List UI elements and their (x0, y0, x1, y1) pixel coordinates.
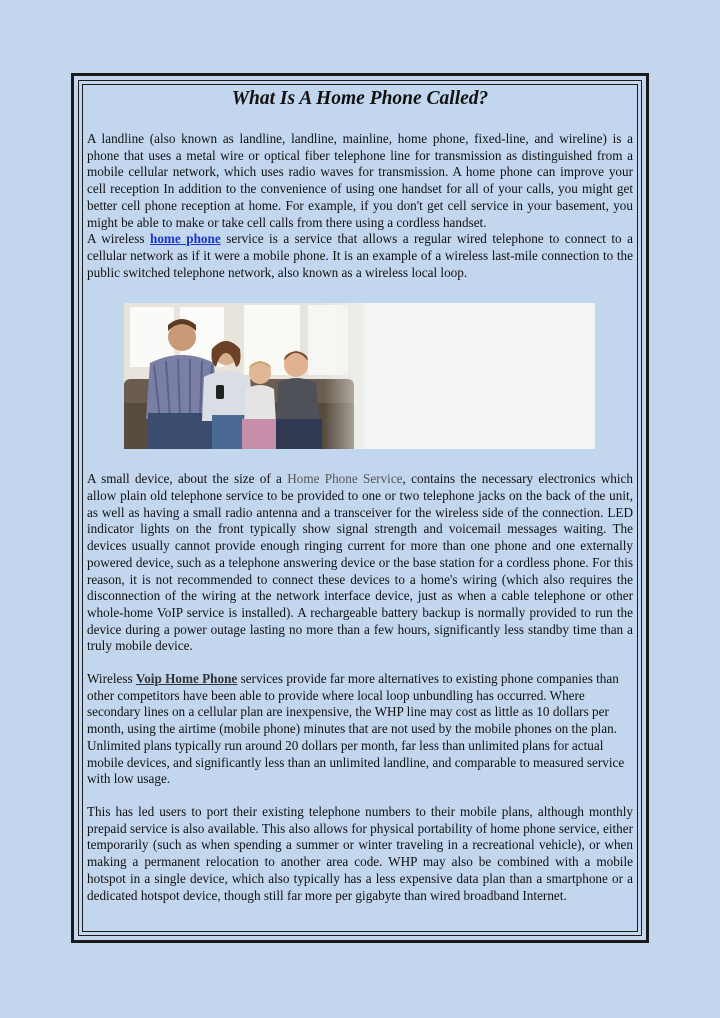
spacer (87, 788, 633, 804)
paragraph-landline: A landline (also known as landline, landline, mainline, home phone, fixed-line, and wireline) is a phone that uses a metal wire or optical fiber telephone line for transmission as distinguished from a mobile cellular network, which uses radio waves for transmission. A home phone can improve your cell reception In addition to the convenience of using one handset for all of your calls, you might get better cell phone reception at home. For example, if you don't get cell service in your basement, you might be able to make or take cell calls from there using a cordless handset. (87, 131, 633, 230)
paragraph-port-numbers: This has led users to port their existing telephone numbers to their mobile plans, although monthly prepaid service is also available. This also allows for physical portability of home phone service, either temporarily (such as when spending a summer or winter traveling in a recreational vehicle), or when making a permanent relocation to another area code. WHP may also be combined with a mobile hotspot in a single device, which also typically has a less expensive data plan than a smartphone or a dedicated hotspot device, though still far more per gigabyte than wired broadband Internet. (87, 803, 633, 903)
family-on-sofa-illustration (124, 303, 595, 449)
paragraph-wireless-home-phone (87, 231, 633, 281)
paragraph-small-device (87, 471, 633, 655)
text-span: A small device, about the size of a (87, 471, 288, 487)
text-span: services provide far more alternatives to existing phone companies than other competitors have been able to provide where local loop unbundling has occurred. Where secondary lines on a cellular plan are inexpensive, the WHP line may cost as little as 10 dollars per month, using the airtime (mobile phone) minutes that are not used by the mobile phones on the plan. Unlimited plans typically run around 20 dollars per month, far less than unlimited plans for actual mobile devices, and significantly less than an unlimited landline, and comparable to measured service with low usage. (87, 671, 625, 787)
text-span: A wireless (87, 231, 150, 247)
spacer (87, 655, 633, 671)
home-phone-service-link[interactable]: Home Phone Service (287, 471, 403, 487)
paragraph-voip (87, 671, 633, 788)
text-span: , contains the necessary electronics which allow plain old telephone service to be provided to one or two telephone jacks on the back of the unit, as well as having a small radio antenna and a transceiver for the wireless side of the connection. LED indicator lights on the front typically show signal strength and voicemail messages waiting. The devices usually cannot provide enough ringing current for more than one phone and one externally powered device, such as a telephone answering device or the base station for a cordless phone. For this reason, it is not recommended to connect these devices to a home's wiring (which also requires the disconnection of the wiring at the network interface device, just as when a cable telephone or other whole-home VoIP service is installed). A rechargeable battery backup is normally provided to run the device during a power outage lasting no more than a few hours, significantly less standby time than a truly mobile device. (87, 471, 633, 654)
family-photo (124, 303, 595, 449)
document-content (87, 86, 633, 904)
text-span: service is a service that allows a regular wired telephone to connect to a cellular network as if it were a mobile phone. It is an example of a wireless last-mile connection to the public switched telephone network, also known as a wireless local loop. (87, 231, 633, 280)
page-title: What Is A Home Phone Called? (231, 88, 489, 109)
text-span: Wireless (87, 671, 136, 687)
voip-home-phone-link[interactable]: Voip Home Phone (135, 671, 238, 687)
home-phone-link[interactable]: home phone (150, 231, 221, 247)
